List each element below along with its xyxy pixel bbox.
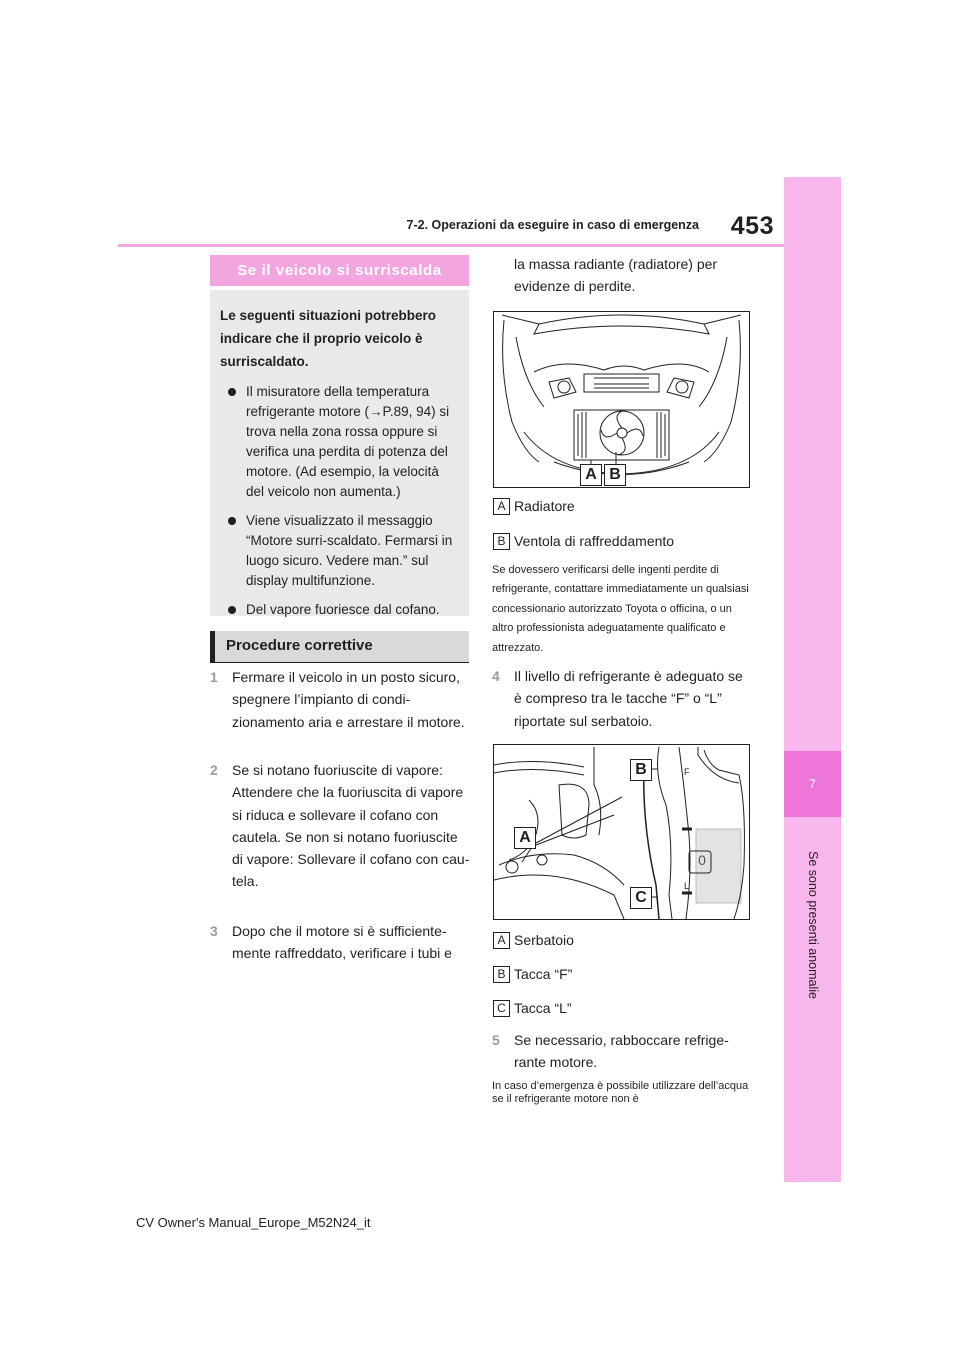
callout-c: C (630, 887, 652, 909)
step-number: 2 (210, 762, 218, 778)
reservoir-figure (493, 744, 750, 920)
footer-manual-id: CV Owner's Manual_Europe_M52N24_it (136, 1215, 371, 1230)
legend-item (493, 965, 572, 983)
bullet-text: Viene visualizzato il messaggio “Motore surri-scaldato. Fermarsi in luogo sicuro. Vedere man.” sul display multifunzione. (246, 513, 453, 588)
chapter-tab: 7 (784, 751, 841, 817)
bullet-text: Del vapore fuoriesce dal cofano. (246, 602, 440, 617)
chapter-label (784, 820, 841, 1030)
legend-text: Radiatore (514, 498, 575, 514)
radiator-figure (493, 311, 750, 488)
step-1 (210, 666, 470, 733)
step-text: Se necessario, rabboccare refrige-rante motore. (514, 1032, 729, 1071)
intro-lead: Le seguenti situazioni potrebbero indicare che il proprio veicolo è surriscaldato. (220, 308, 437, 369)
callout-b: B (604, 464, 626, 486)
legend-item (493, 497, 575, 515)
legend-item (493, 532, 674, 550)
legend-text: Serbatoio (514, 932, 574, 948)
bullet-text: Il misuratore della temperatura refrigerante motore (→P.89, 94) si trova nella zona rossa oppure si verifica una perdita di potenza del motore. (Ad esempio, la velocità del veicolo non aumenta.) (246, 384, 450, 499)
step-number: 5 (492, 1032, 500, 1048)
legend-text: Tacca “F” (514, 966, 573, 982)
mark-f: F (684, 767, 690, 777)
step-2 (210, 759, 470, 893)
chapter-label-text: Se sono presenti anomalie (805, 850, 820, 1000)
step-text: Il livello di refrigerante è adeguato se è compreso tra le tacche “F” o “L” riportate sul serbatoio. (514, 668, 743, 729)
list-item (220, 600, 458, 620)
list-item (220, 511, 458, 591)
legend-key: A (493, 932, 510, 949)
step-text: Se si notano fuoriuscite di vapore: Attendere che la fuoriuscita di vapore si riduca e sollevare il cofano con cautela. Se non si notano fuoriuscite di vapore: Sollevare il cofano con cau-tela. (232, 762, 470, 890)
section-title: 7-2. Operazioni da eseguire in caso di emergenza (406, 218, 699, 232)
callout-b: B (630, 759, 652, 781)
step-text: Fermare il veicolo in un posto sicuro, spegnere l’impianto di condi-zionamento aria e arrestare il motore. (232, 669, 465, 730)
cap-mark: 0 (698, 852, 706, 868)
legend-item (493, 931, 574, 949)
step-3 (210, 920, 470, 965)
header-rule (118, 244, 784, 247)
legend-text: Tacca “L” (514, 1000, 572, 1016)
step-3-continued: la massa radiante (radiatore) per evidenze di perdite. (514, 256, 718, 295)
legend-key: B (493, 533, 510, 550)
legend-key: B (493, 966, 510, 983)
step-text: Dopo che il motore si è sufficiente-mente raffreddato, verificare i tubi e (232, 923, 452, 962)
side-tab (784, 177, 841, 1182)
step-number: 3 (210, 923, 218, 939)
list-item (220, 382, 458, 502)
section-heading: Se il veicolo si surriscalda (210, 255, 469, 286)
legend-key: C (493, 1000, 510, 1017)
page-number: 453 (730, 212, 774, 240)
legend-key: A (493, 498, 510, 515)
legend-text: Ventola di raffreddamento (514, 533, 675, 549)
step-4 (492, 665, 754, 732)
subheading: Procedure correttive (210, 631, 469, 663)
engine-bay-illustration (494, 312, 749, 487)
note-text: In caso d’emergenza è possibile utilizzare dell’acqua se il refrigerante motore non è (492, 1080, 749, 1105)
callout-a: A (514, 827, 536, 849)
bullet-icon (228, 388, 236, 396)
note-text: Se dovessero verificarsi delle ingenti perdite di refrigerante, contattare immediatamente un qualsiasi concessionario autorizzato Toyota o officina, o un altro professionista adeguatamente qualificato e attrezzato. (492, 564, 749, 654)
step-5 (492, 1029, 754, 1074)
intro-box (210, 290, 469, 616)
bullet-icon (228, 517, 236, 525)
step-number: 1 (210, 669, 218, 685)
callout-a: A (580, 464, 602, 486)
legend-item (493, 999, 572, 1017)
step-number: 4 (492, 668, 500, 684)
mark-l: L (684, 881, 690, 891)
bullet-icon (228, 606, 236, 614)
